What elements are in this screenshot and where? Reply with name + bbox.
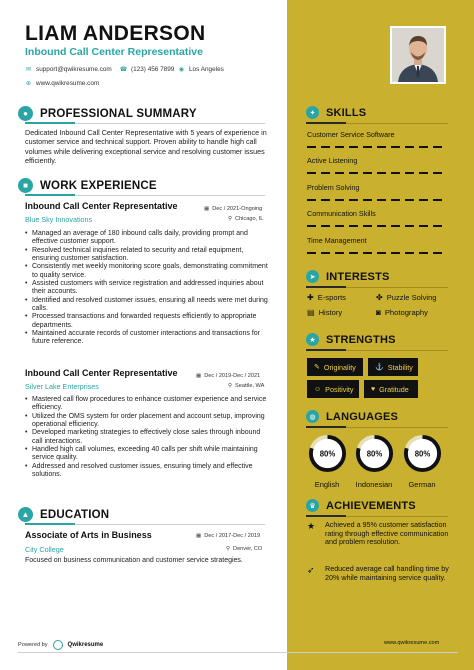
job-location — [228, 383, 264, 389]
job-dates — [204, 206, 262, 212]
rocket-icon: ➶ — [307, 565, 315, 575]
profile-photo-image — [392, 28, 444, 82]
divider-accent — [25, 194, 75, 196]
job-company: Silver Lake Enterprises — [25, 382, 99, 391]
list-item: • Resolved technical inquiries related to security and retail equipment, ensuring customer satisfaction. — [25, 247, 270, 264]
map-pin-icon: ⚲ — [226, 546, 231, 552]
language-name: German — [408, 480, 436, 489]
education-dates-text: Dec / 2017-Dec / 2019 — [204, 533, 261, 539]
skill-bar — [307, 225, 442, 227]
lightbulb-icon: ✦ — [306, 106, 319, 119]
skill-bar — [307, 172, 442, 174]
interest-label: History — [318, 308, 343, 317]
briefcase-icon: ■ — [18, 178, 33, 193]
job-dates-text: Dec / 2019-Dec / 2021 — [204, 373, 261, 379]
interest-label: Photography — [384, 308, 428, 317]
graduation-cap-icon: ▲ — [18, 507, 33, 522]
language-level: 80% — [366, 449, 382, 459]
strength-badge — [307, 380, 359, 398]
profile-photo — [390, 26, 446, 84]
job-location-text: Chicago, IL — [235, 216, 264, 222]
job-bullets — [25, 396, 270, 479]
pen-icon: ✎ — [314, 364, 320, 371]
website-text: www.qwikresume.com — [36, 80, 100, 87]
map-pin-icon: ⚲ — [228, 383, 233, 389]
language-name: English — [314, 480, 340, 489]
list-item: • Consistently met weekly monitoring score goals, demonstrating commitment to quality service. — [25, 263, 270, 280]
strength-badge — [368, 358, 418, 376]
skill-item: Communication Skills — [307, 209, 376, 218]
skills-heading: SKILLS — [326, 106, 367, 119]
education-heading: EDUCATION — [40, 508, 110, 521]
school-name: City College — [25, 545, 64, 554]
footer-website[interactable]: www.qwikresume.com — [384, 640, 440, 646]
list-item: • Handled high call volumes, exceeding 40 calls per shift while maintaining service quality. — [25, 446, 270, 463]
star-icon: ★ — [307, 521, 316, 531]
candidate-name: LIAM ANDERSON — [25, 22, 206, 45]
trophy-icon: ♛ — [306, 499, 319, 512]
email-text: support@qwikresume.com — [36, 66, 112, 73]
list-item: • Maintained accurate records of customer interactions and transactions for future reference. — [25, 330, 270, 347]
divider-accent — [306, 426, 346, 428]
website-contact[interactable] — [25, 80, 99, 87]
language-level: 80% — [319, 449, 335, 459]
globe-icon: ◍ — [306, 410, 319, 423]
strength-label: Gratitude — [379, 384, 409, 394]
calendar-icon: ▦ — [196, 533, 202, 539]
language-name: Indonesian — [355, 480, 393, 489]
skill-bar — [307, 252, 442, 254]
list-item: • Assisted customers with service registration and addressed inquiries about their accounts. — [25, 280, 270, 297]
job-title: Inbound Call Center Representative — [25, 201, 178, 211]
phone-contact — [120, 66, 174, 73]
job-title: Inbound Call Center Representative — [25, 368, 178, 378]
strength-label: Originality — [323, 362, 356, 372]
interest-label: Puzzle Solving — [386, 293, 437, 302]
achievement-item — [307, 521, 450, 547]
job-dates — [196, 373, 260, 379]
interest-label: E-sports — [317, 293, 346, 302]
envelope-icon: ✉ — [25, 67, 32, 73]
candidate-title: Inbound Call Center Representative — [25, 46, 203, 58]
divider-accent — [25, 523, 75, 525]
job-company: Blue Sky Innovations — [25, 215, 93, 224]
thumbs-up-icon: ★ — [306, 333, 319, 346]
strength-badge — [364, 380, 418, 398]
paper-plane-icon: ➤ — [306, 270, 319, 283]
interest-item — [307, 308, 342, 317]
language-item — [305, 433, 349, 489]
email-contact[interactable] — [25, 66, 112, 73]
language-ring — [354, 433, 395, 474]
language-ring — [307, 433, 348, 474]
heart-icon: ♥ — [371, 385, 376, 393]
job-bullets — [25, 230, 270, 347]
powered-by-label: Powered by — [18, 642, 48, 648]
list-item: • Utilized the OMS system for order placement and account setup, improving operational efficiency. — [25, 413, 270, 430]
interest-item — [307, 293, 346, 302]
interests-heading: INTERESTS — [326, 270, 390, 283]
languages-header — [306, 410, 398, 423]
strengths-header — [306, 333, 396, 346]
divider-accent — [306, 286, 346, 288]
list-item: • Managed an average of 180 inbound calls daily, providing prompt and effective customer support. — [25, 230, 270, 247]
achievement-text: Reduced average call handling time by 20% while maintaining service quality. — [325, 564, 449, 582]
job-location — [228, 216, 263, 222]
education-description: Focused on business communication and customer service strategies. — [25, 557, 243, 564]
footer-branding — [18, 640, 103, 650]
language-level: 80% — [414, 449, 430, 459]
achievement-text: Achieved a 95% customer satisfaction rating through effective communication and problem resolution. — [325, 520, 449, 547]
summary-header — [18, 106, 197, 121]
skill-item: Time Management — [307, 236, 367, 245]
education-dates — [196, 533, 260, 539]
phone-text: (123) 456 7899 — [131, 66, 175, 73]
interest-item — [376, 308, 428, 317]
qwikresume-logo-icon — [53, 640, 63, 650]
puzzle-icon: ✤ — [376, 293, 383, 302]
divider-accent — [306, 122, 346, 124]
job-dates-text: Dec / 2021-Ongoing — [212, 206, 263, 212]
smile-icon: ☺ — [314, 385, 322, 393]
brand-name: Qwikresume — [67, 642, 104, 648]
divider-accent — [306, 515, 346, 517]
location-text: Los Angeles — [189, 66, 224, 73]
list-item: • Processed transactions and forwarded requests efficiently to appropriate departments. — [25, 313, 270, 330]
experience-heading: WORK EXPERIENCE — [40, 179, 157, 192]
footer-divider — [18, 652, 458, 653]
skill-bar — [307, 199, 442, 201]
job-location-text: Seattle, WA — [235, 383, 265, 389]
skill-item: Problem Solving — [307, 183, 360, 192]
user-icon: ● — [18, 106, 33, 121]
calendar-icon: ▦ — [196, 373, 202, 379]
calendar-icon: ▦ — [204, 206, 210, 212]
map-pin-icon: ⚲ — [228, 216, 233, 222]
anchor-icon: ⚓ — [375, 364, 384, 371]
skill-item: Customer Service Software — [307, 130, 395, 139]
book-icon: ▤ — [307, 308, 315, 317]
strength-badge — [307, 358, 363, 376]
divider-accent — [306, 349, 346, 351]
summary-text: Dedicated Inbound Call Center Representative with 5 years of experience in customer service and technical support. Proven ability to handle high call volumes while delivering exceptional service and resolving customer issues efficiently. — [25, 128, 267, 166]
experience-header — [18, 178, 157, 193]
language-ring — [402, 433, 443, 474]
languages-heading: LANGUAGES — [326, 410, 399, 423]
list-item: • Identified and resolved customer issues, ensuring all needs were met during calls. — [25, 297, 270, 314]
camera-icon: ◙ — [376, 308, 381, 317]
gamepad-icon: ✚ — [307, 293, 314, 302]
summary-heading: PROFESSIONAL SUMMARY — [40, 107, 197, 120]
interests-header — [306, 270, 390, 283]
education-header — [18, 507, 109, 522]
divider-accent — [25, 122, 75, 124]
strengths-heading: STRENGTHS — [326, 333, 396, 346]
strength-label: Positivity — [325, 384, 354, 394]
language-item — [400, 433, 444, 489]
phone-icon: ☎ — [119, 67, 128, 73]
degree: Associate of Arts in Business — [25, 530, 152, 540]
education-location-text: Denver, CO — [233, 546, 263, 552]
globe-icon: ⊕ — [25, 81, 32, 87]
skills-header — [306, 106, 366, 119]
interest-item — [376, 293, 437, 302]
list-item: • Developed marketing strategies to effectively close sales through inbound call interactions. — [25, 429, 270, 446]
skill-bar — [307, 146, 442, 148]
achievements-header — [306, 499, 416, 512]
map-pin-icon: ◉ — [178, 67, 185, 73]
list-item: • Mastered call flow procedures to enhance customer experience and service efficiency. — [25, 396, 270, 413]
achievement-item — [307, 565, 450, 582]
strength-label: Stability — [387, 362, 413, 372]
education-location — [226, 546, 262, 552]
achievements-heading: ACHIEVEMENTS — [326, 499, 416, 512]
language-item — [352, 433, 396, 489]
location-contact — [178, 66, 224, 73]
skill-item: Active Listening — [307, 156, 358, 165]
list-item: • Addressed and resolved customer issues, ensuring timely and effective solutions. — [25, 463, 270, 480]
